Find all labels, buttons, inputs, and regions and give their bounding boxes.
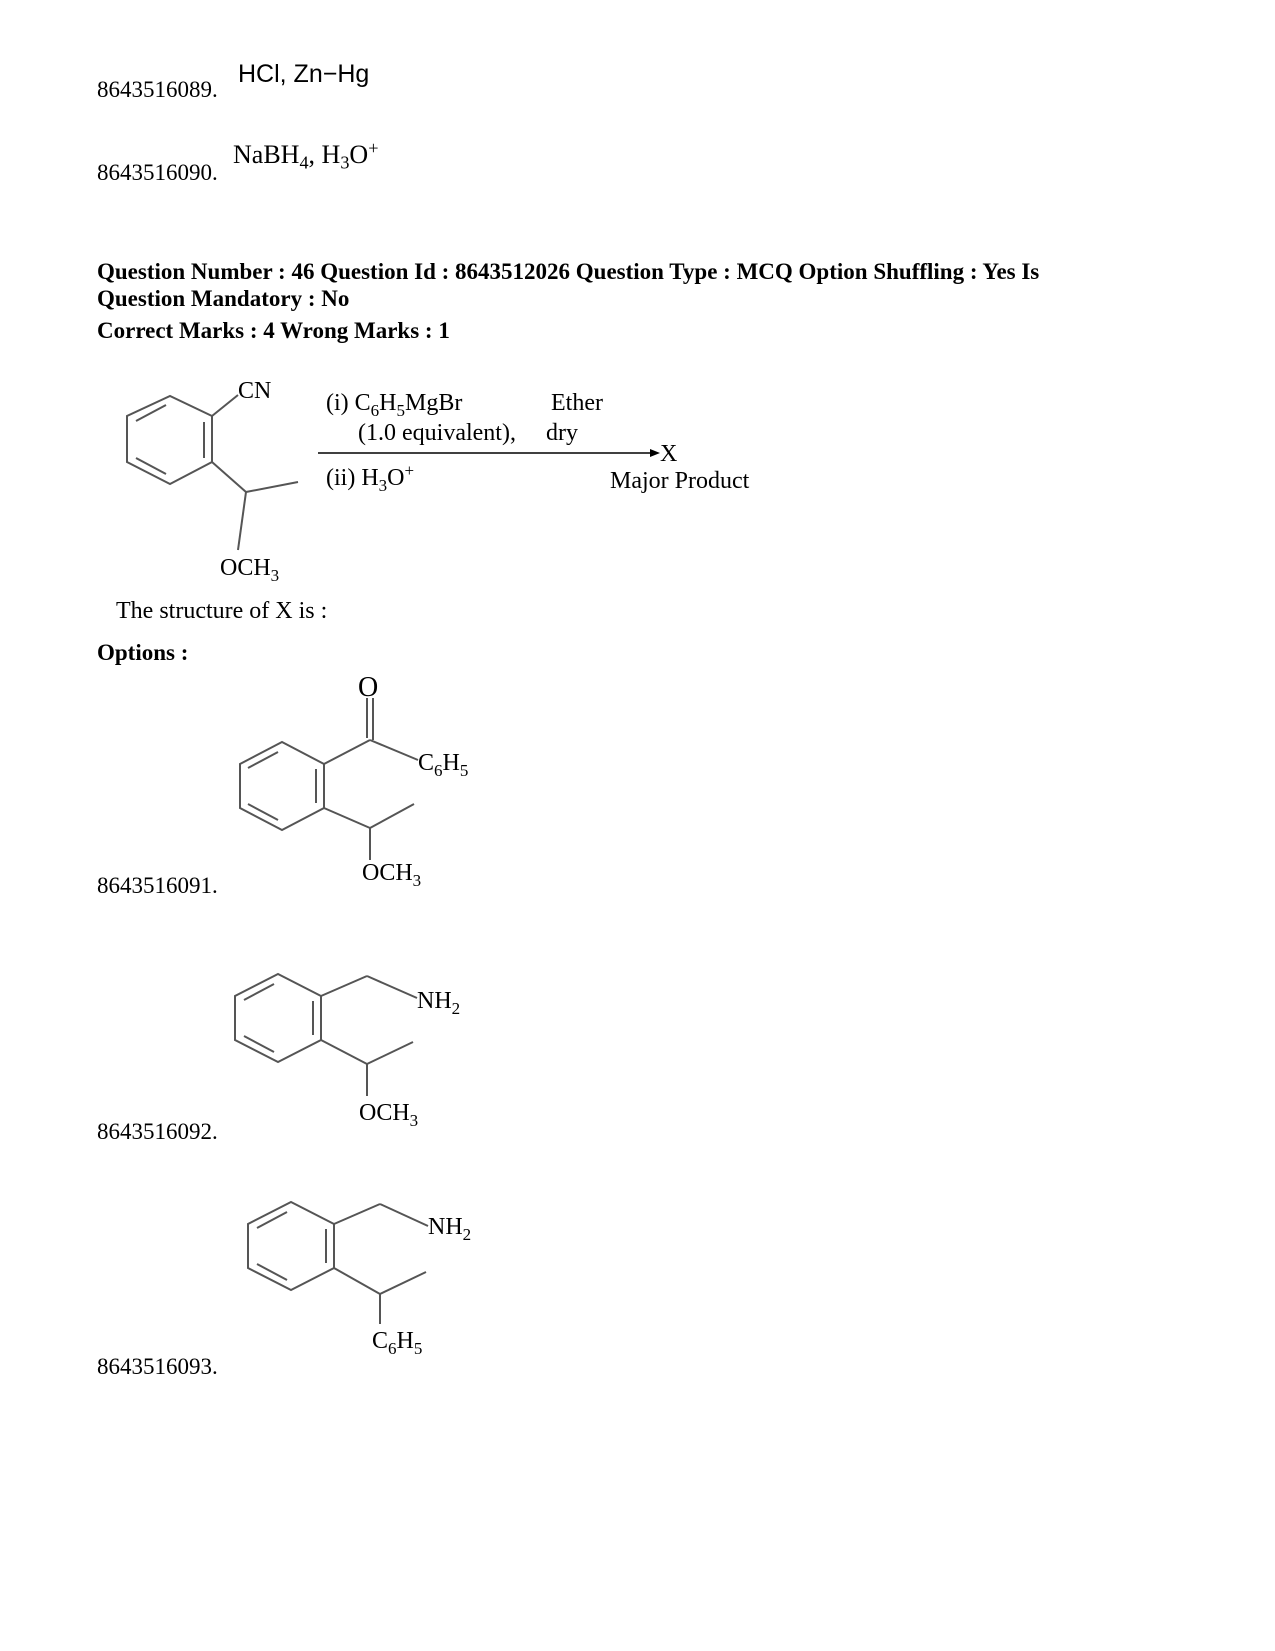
option-2-structure [225, 960, 525, 1160]
option-id-8643516092: 8643516092. [97, 1119, 218, 1144]
reagent-step-1: (i) $C_6H_5MgBr$ [326, 390, 463, 420]
question-prompt: The structure of X is : [116, 598, 328, 624]
reagent-step-2: (ii) $H_3O^+$ [326, 461, 415, 495]
group-nh2: $NH_2$ [428, 1214, 472, 1244]
group-och3: $OCH_3$ [362, 860, 422, 890]
group-nh2: $NH_2$ [417, 988, 461, 1018]
substituent-cn: CN [238, 378, 272, 404]
reagent-equivalent: (1.0 equivalent), [358, 420, 516, 446]
reaction-arrowhead [650, 449, 660, 457]
group-phenyl: $C_6H_5$ [372, 1328, 423, 1358]
question-header: Question Number : 46 Question Id : 8643512026 Question Type : MCQ Option Shuffling : Yes Is Question Mandatory : No [97, 259, 1040, 311]
carbonyl-oxygen: O [358, 672, 379, 703]
option-id-8643516089: 8643516089. [97, 77, 218, 102]
reactant-structure [127, 395, 298, 550]
question-marks: Correct Marks : 4 Wrong Marks : 1 [97, 318, 450, 343]
options-label: Options : [97, 640, 189, 665]
solvent-dry: dry [546, 420, 578, 446]
reagent-clemmensen: HCl, Zn−Hg [238, 60, 370, 88]
option-3-structure [238, 1190, 538, 1390]
major-product-label: Major Product [610, 468, 750, 494]
reagent-nabh4: NaBH$_4$, $H_3O^+$ [233, 137, 379, 173]
group-phenyl: $C_6H_5$ [418, 750, 469, 780]
option-1-structure [230, 670, 530, 890]
product-x: X [660, 441, 678, 467]
option-id-8643516090: 8643516090. [97, 160, 218, 185]
option-id-8643516093: 8643516093. [97, 1354, 218, 1379]
option-id-8643516091: 8643516091. [97, 873, 218, 898]
substituent-och3: $OCH_3$ [220, 555, 280, 585]
group-och3: $OCH_3$ [359, 1100, 419, 1130]
reaction-scheme [110, 370, 810, 590]
solvent-ether: Ether [551, 390, 603, 416]
